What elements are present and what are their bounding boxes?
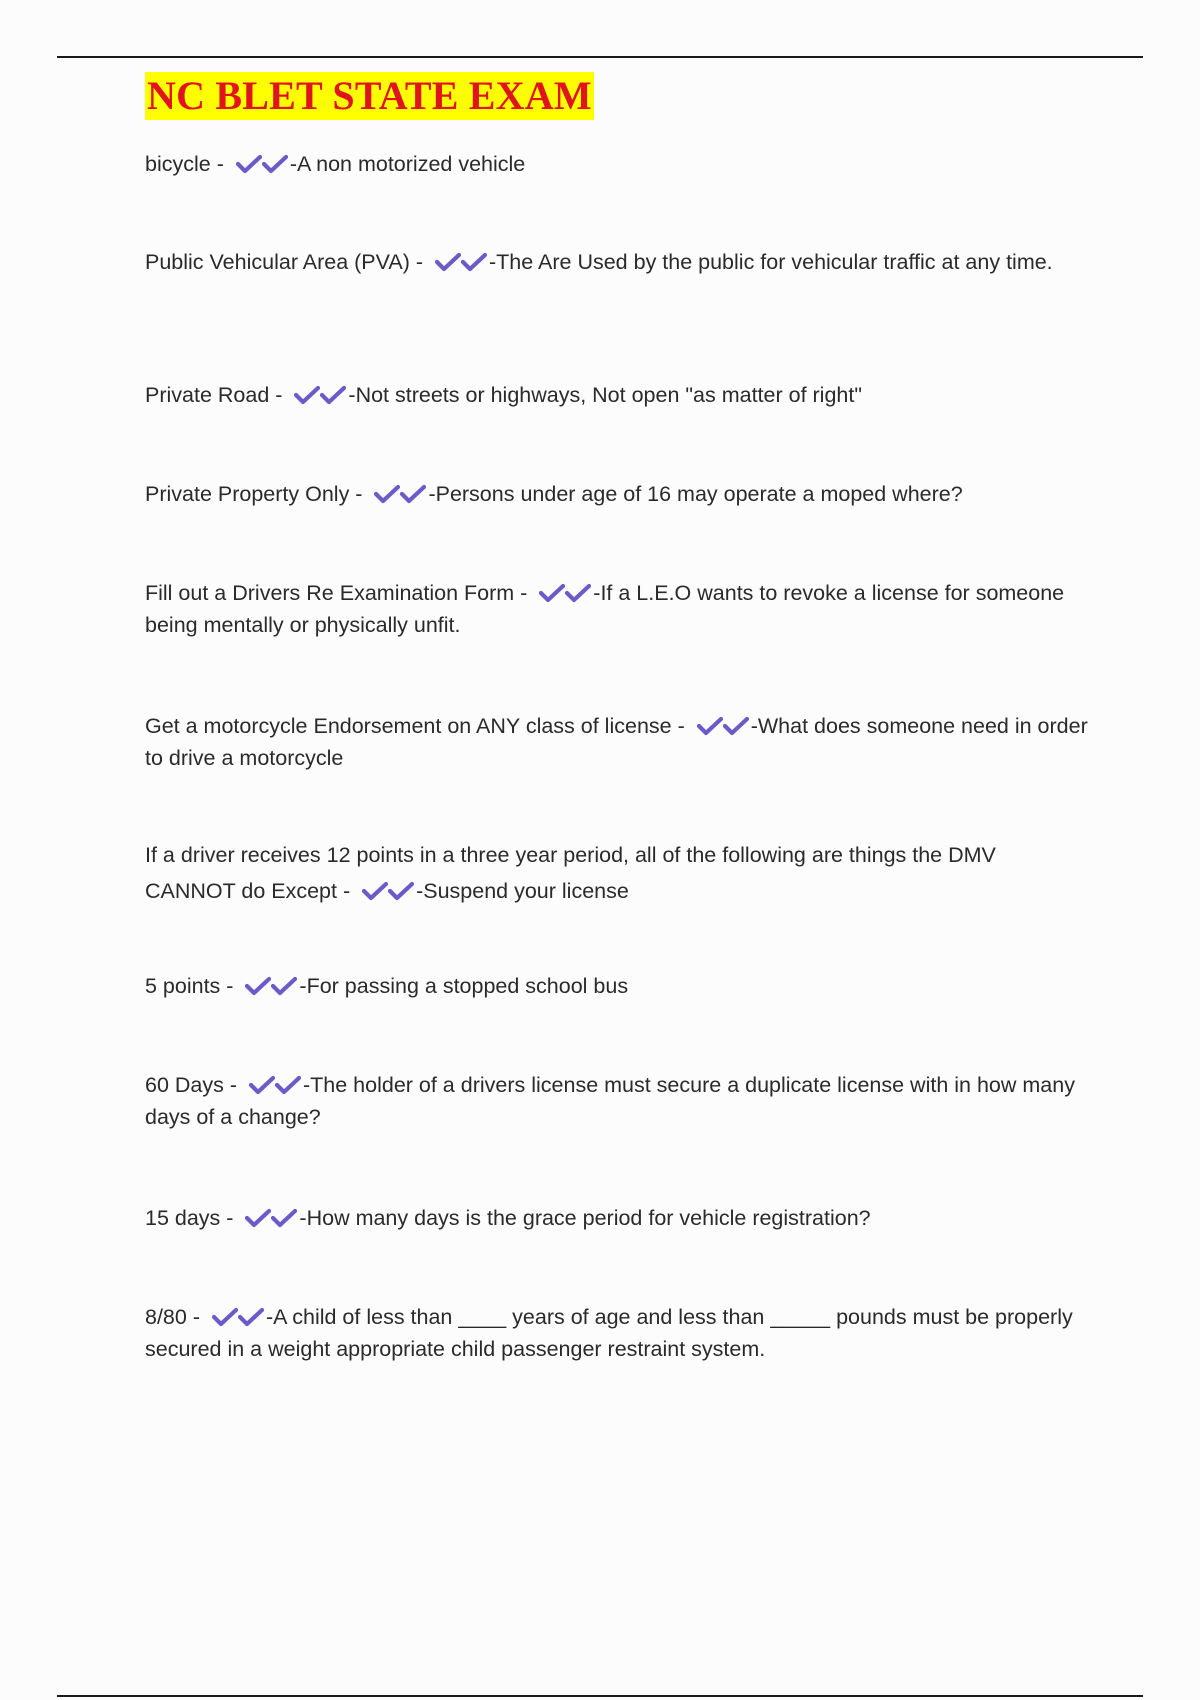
entry-3 <box>145 478 1090 510</box>
checkmark-icon <box>245 976 271 996</box>
checkmark-icon <box>362 881 388 901</box>
entry-term: 60 Days - <box>145 1073 243 1097</box>
checkmark-icon <box>374 484 400 504</box>
checkmark-icon <box>249 1075 275 1095</box>
entry-definition: -If a L.E.O wants to revoke a license for someone being mentally or physically unfit. <box>145 581 1065 637</box>
document-title: NC BLET STATE EXAM <box>147 73 592 118</box>
checkmark-icon <box>236 154 262 174</box>
checkmark-icon <box>320 385 346 405</box>
entry-definition: -A child of less than ____ years of age and less than _____ pounds must be properly secured in a weight appropriate child passenger restraint system. <box>145 1305 1073 1361</box>
checkmark-icon <box>539 583 565 603</box>
checkmark-icon <box>461 252 487 272</box>
entry-definition: -Persons under age of 16 may operate a moped where? <box>428 482 963 506</box>
entry-term: 15 days - <box>145 1206 240 1230</box>
entry-term: Get a motorcycle Endorsement on ANY class of license - <box>145 714 691 738</box>
entry-term: Private Road - <box>145 383 289 407</box>
entry-term: Public Vehicular Area (PVA) - <box>145 250 430 274</box>
entry-definition: -What does someone need in order to drive a motorcycle <box>145 714 1088 770</box>
checkmark-icon <box>245 1208 271 1228</box>
checkmark-icon <box>388 881 414 901</box>
entry-2 <box>145 379 1090 411</box>
entry-6 <box>145 837 1090 909</box>
checkmark-icon <box>271 976 297 996</box>
checkmark-icon <box>271 1208 297 1228</box>
entry-term: bicycle - <box>145 152 230 176</box>
entry-term: Private Property Only - <box>145 482 369 506</box>
entry-8 <box>145 1069 1090 1133</box>
entry-5 <box>145 710 1090 774</box>
entry-term: 5 points - <box>145 974 240 998</box>
entry-0 <box>145 148 1090 180</box>
checkmark-icon <box>400 484 426 504</box>
bottom-rule <box>57 1695 1143 1697</box>
entry-term: Fill out a Drivers Re Examination Form - <box>145 581 534 605</box>
entry-1 <box>145 246 1090 278</box>
entry-definition: -The holder of a drivers license must secure a duplicate license with in how many days of a change? <box>145 1073 1075 1129</box>
checkmark-icon <box>294 385 320 405</box>
entry-4 <box>145 577 1090 641</box>
entry-definition: -Not streets or highways, Not open "as matter of right" <box>348 383 862 407</box>
checkmark-icon <box>723 716 749 736</box>
checkmark-icon <box>275 1075 301 1095</box>
entry-definition: -The Are Used by the public for vehicular traffic at any time. <box>489 250 1053 274</box>
entry-term: If a driver receives 12 points in a three year period, all of the following are things the DMV CANNOT do Except - <box>145 843 996 903</box>
entry-definition: -Suspend your license <box>416 879 629 903</box>
checkmark-icon <box>238 1307 264 1327</box>
entry-term: 8/80 - <box>145 1305 206 1329</box>
entry-definition: -For passing a stopped school bus <box>299 974 629 998</box>
entry-10 <box>145 1301 1090 1365</box>
checkmark-icon <box>212 1307 238 1327</box>
document-body <box>145 72 1095 1361</box>
entry-7 <box>145 970 1090 1002</box>
checkmark-icon <box>697 716 723 736</box>
checkmark-icon <box>262 154 288 174</box>
entry-9 <box>145 1202 1090 1234</box>
top-rule <box>57 56 1143 58</box>
entry-definition: -A non motorized vehicle <box>289 152 526 176</box>
checkmark-icon <box>565 583 591 603</box>
checkmark-icon <box>435 252 461 272</box>
entry-definition: -How many days is the grace period for vehicle registration? <box>299 1206 871 1230</box>
